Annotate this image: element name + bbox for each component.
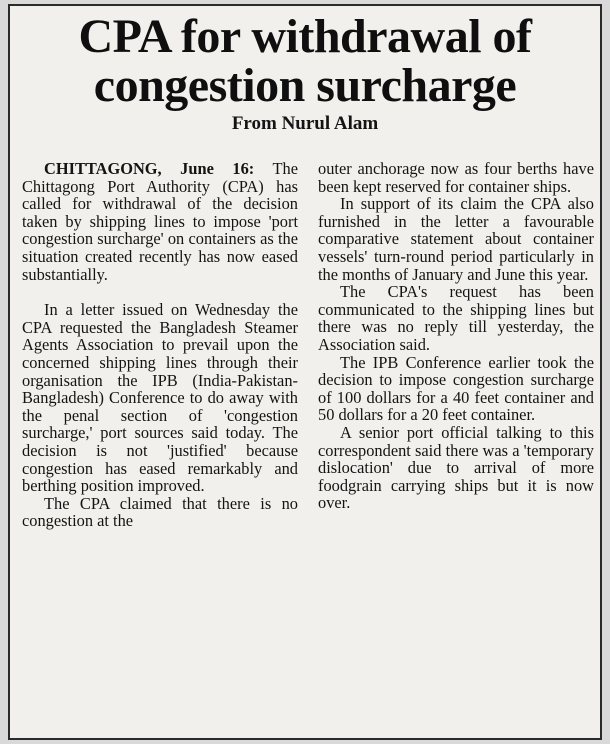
- paragraph-8: A senior port official talking to this correspondent said there was a 'temporary dislocation' due to arrival of more foodgrain carrying ships but it is now over.: [318, 422, 594, 513]
- byline: From Nurul Alam: [231, 113, 379, 134]
- paragraph-1: [22, 160, 298, 283]
- article-body: [10, 160, 600, 738]
- newspaper-clipping: [8, 4, 602, 740]
- headline: [10, 12, 600, 110]
- paragraph-5: In support of its claim the CPA also furnished in the letter a favourable comparative statement about container vessels' turn-round period particularly in the months of January and June this year.: [318, 194, 594, 284]
- paragraph-4: outer anchorage now as four berths have been kept reserved for container ships.: [318, 159, 594, 196]
- headline-line-2: congestion surcharge: [93, 59, 517, 112]
- dateline: CHITTAGONG, June 16:: [44, 159, 255, 178]
- paragraph-7: The IPB Conference earlier took the decision to impose congestion surcharge of 100 dollars for a 40 feet container and 50 dollars for a 20 feet container.: [318, 352, 594, 425]
- headline-line-1: CPA for withdrawal of: [78, 10, 532, 63]
- column-left: [22, 160, 298, 530]
- paragraph-2: In a letter issued on Wednesday the CPA requested the Bangladesh Steamer Agents Association to prevail upon the concerned shipping lines through their organisation the IPB (India-Pakistan-Bangladesh) Conference to do away with the penal section of 'congestion surcharge,' port sources said today. The decision is not 'justified' because congestion has eased remarkably and berthing position improved.: [22, 300, 298, 496]
- paragraph-3: The CPA claimed that there is no congestion at the: [22, 493, 298, 531]
- column-right: [318, 160, 594, 512]
- paragraph-6: The CPA's request has been communicated to the shipping lines but there was no reply till yesterday, the Association said.: [318, 282, 594, 354]
- paragraph-1-text: The Chittagong Port Authority (CPA) has called for withdrawal of the decision taken by shipping lines to impose 'port congestion surcharge' on containers as the situation created recently has now eased substantially.: [22, 159, 298, 284]
